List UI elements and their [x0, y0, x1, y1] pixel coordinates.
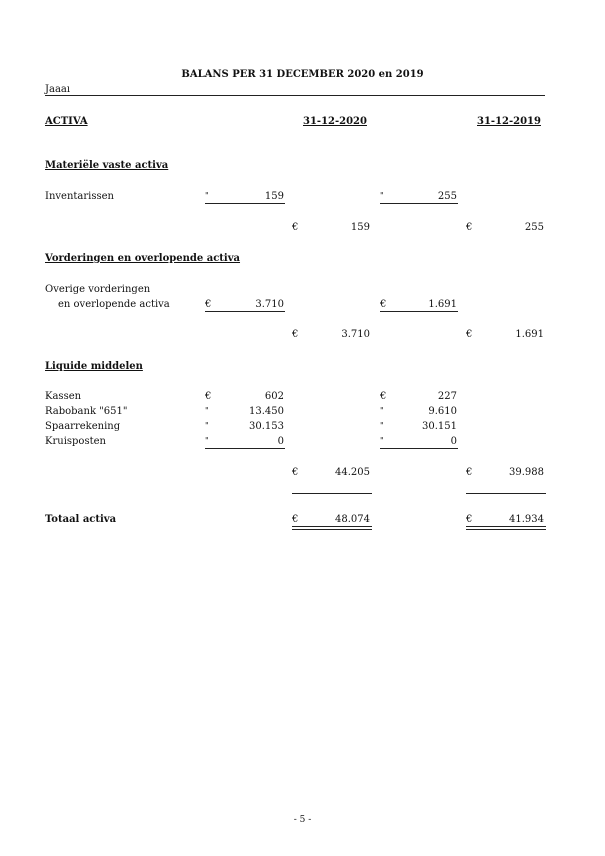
header-rule	[45, 95, 545, 96]
total-2020: 44.205	[335, 467, 370, 478]
value-2020: 0	[277, 436, 284, 447]
value-2019: 255	[437, 191, 457, 202]
euro-symbol: €	[292, 329, 299, 340]
value-2019: 227	[437, 391, 457, 402]
section-heading-vorderingen: Vorderingen en overlopende activa	[45, 253, 241, 264]
sum-rule-2020	[292, 493, 372, 494]
total-2020: 3.710	[341, 329, 370, 340]
subtotal-rule-2020	[205, 203, 285, 204]
ditto-mark: "	[380, 406, 384, 415]
total-2020: 159	[350, 222, 370, 233]
double-rule-2019	[466, 526, 546, 530]
ditto-mark: "	[380, 421, 384, 430]
row-label-line1: Overige vorderingen	[45, 284, 151, 295]
euro-symbol: €	[380, 299, 387, 310]
value-2020: 602	[264, 391, 284, 402]
total-2019: 1.691	[515, 329, 544, 340]
ditto-mark: "	[380, 191, 384, 200]
grand-total-label: Totaal activa	[45, 514, 117, 525]
row-label: Rabobank "651"	[45, 406, 128, 417]
euro-symbol: €	[466, 329, 473, 340]
euro-symbol: €	[292, 514, 299, 525]
section-heading-liquide: Liquide middelen	[45, 361, 143, 372]
euro-symbol: €	[292, 222, 299, 233]
ditto-mark: "	[205, 436, 209, 445]
euro-symbol: €	[466, 467, 473, 478]
row-label-line2: en overlopende activa	[58, 299, 170, 310]
row-label: Spaarrekening	[45, 421, 121, 432]
section-heading-materiele: Materiële vaste activa	[45, 160, 169, 171]
euro-symbol: €	[205, 391, 212, 402]
organization-name: Jaaaı	[45, 84, 71, 95]
ditto-mark: "	[205, 421, 209, 430]
euro-symbol: €	[205, 299, 212, 310]
value-2019: 0	[450, 436, 457, 447]
ditto-mark: "	[205, 406, 209, 415]
value-2020: 30.153	[249, 421, 284, 432]
column-header-2020: 31-12-2020	[303, 116, 367, 127]
value-2019: 9.610	[428, 406, 457, 417]
euro-symbol: €	[466, 514, 473, 525]
value-2019: 30.151	[422, 421, 457, 432]
column-header-2019: 31-12-2019	[477, 116, 541, 127]
total-2019: 39.988	[509, 467, 544, 478]
grand-total-2020: 48.074	[335, 514, 370, 525]
double-rule-2020	[292, 526, 372, 530]
page-number: - 5 -	[293, 815, 312, 825]
section-title-activa: ACTIVA	[45, 116, 88, 127]
value-2020: 159	[264, 191, 284, 202]
value-2020: 13.450	[249, 406, 284, 417]
page-title: BALANS PER 31 DECEMBER 2020 en 2019	[181, 69, 424, 80]
value-2020: 3.710	[255, 299, 284, 310]
row-label: Kassen	[45, 391, 82, 402]
ditto-mark: "	[380, 436, 384, 445]
subtotal-rule-2020	[205, 448, 285, 449]
euro-symbol: €	[380, 391, 387, 402]
total-2019: 255	[524, 222, 544, 233]
subtotal-rule-2019	[380, 311, 458, 312]
sum-rule-2019	[466, 493, 546, 494]
row-label: Kruisposten	[45, 436, 106, 447]
euro-symbol: €	[292, 467, 299, 478]
subtotal-rule-2020	[205, 311, 285, 312]
subtotal-rule-2019	[380, 203, 458, 204]
ditto-mark: "	[205, 191, 209, 200]
value-2019: 1.691	[428, 299, 457, 310]
subtotal-rule-2019	[380, 448, 458, 449]
grand-total-2019: 41.934	[509, 514, 544, 525]
euro-symbol: €	[466, 222, 473, 233]
row-label: Inventarissen	[45, 191, 114, 202]
